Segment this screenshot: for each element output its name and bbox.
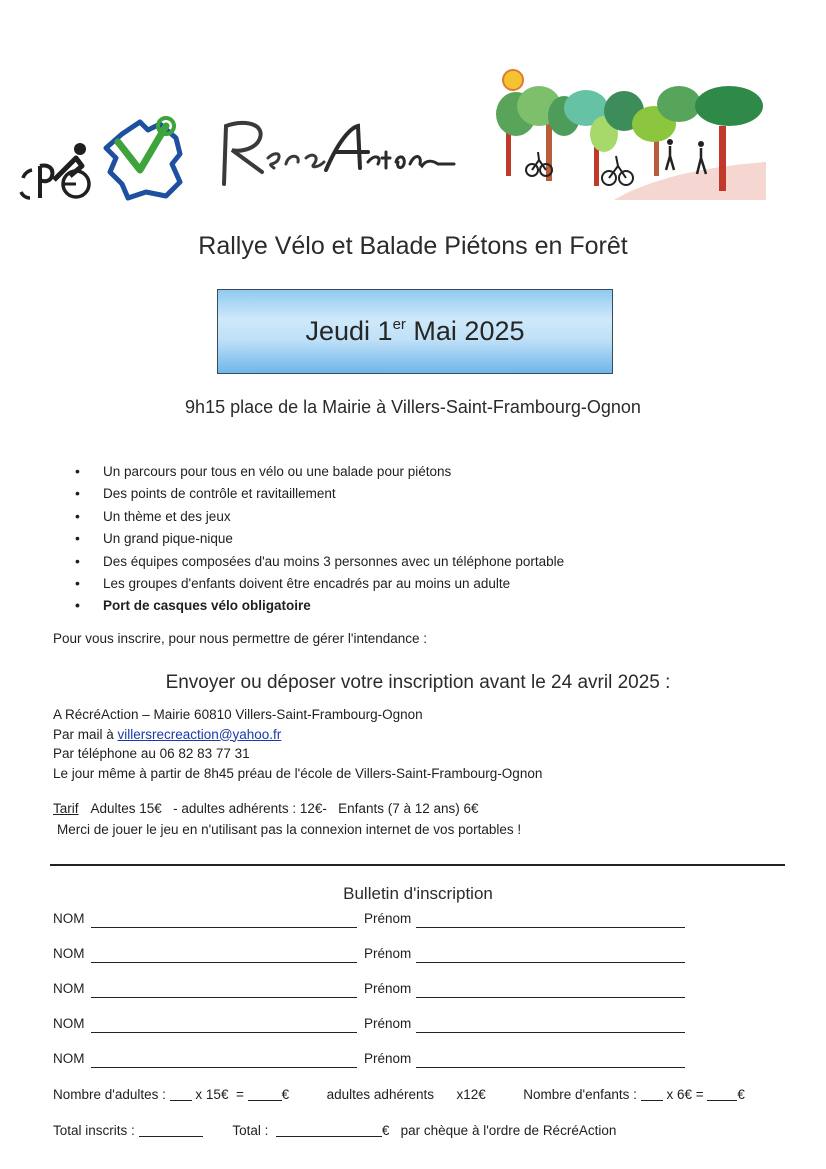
forest-illustration: [494, 66, 766, 200]
list-item-helmet: • Port de casques vélo obligatoire: [75, 596, 564, 618]
nom-field[interactable]: [91, 927, 357, 928]
features-list: [75, 462, 564, 619]
merci-text: Merci de jouer le jeu en n'utilisant pas la connexion internet de vos portables !: [57, 822, 522, 837]
adults-label: Nombre d'adultes :: [53, 1087, 166, 1102]
date-box: [217, 289, 613, 374]
euro-sign: €: [281, 1087, 290, 1102]
nom-label: NOM: [53, 981, 85, 996]
prenom-label: Prénom: [364, 981, 412, 996]
send-heading: Envoyer ou déposer votre inscription avant le 24 avril 2025 :: [165, 672, 671, 693]
prenom-label: Prénom: [364, 946, 412, 961]
euro-sign: €: [381, 1123, 390, 1138]
children-mult: x 6€ =: [666, 1087, 704, 1102]
adults-mult: x 15€ =: [195, 1087, 244, 1102]
list-item: • Des équipes composées d'au moins 3 personnes avec un téléphone portable: [75, 552, 564, 574]
children-label: Nombre d'enfants :: [523, 1087, 637, 1102]
adherents-mult: x12€: [456, 1087, 486, 1102]
nom-label: NOM: [53, 946, 85, 961]
nom-label: NOM: [53, 1051, 85, 1066]
email-link[interactable]: villersrecreaction@yahoo.fr: [117, 726, 282, 742]
nom-field[interactable]: [91, 1032, 357, 1033]
same-day-line: Le jour même à partir de 8h45 préau de l'école de Villers-Saint-Frambourg-Ognon: [53, 765, 543, 781]
prenom-field[interactable]: [416, 997, 685, 998]
date-day: Jeudi 1: [305, 316, 393, 346]
form-row: [53, 981, 693, 1001]
euro-sign: €: [737, 1087, 745, 1102]
children-amount-field[interactable]: [707, 1088, 737, 1101]
list-item: • Un thème et des jeux: [75, 507, 564, 529]
adults-amount-field[interactable]: [248, 1088, 282, 1101]
form-row: [53, 946, 693, 966]
cheque-text: par chèque à l'ordre de RécréAction: [400, 1123, 617, 1138]
list-item: • Des points de contrôle et ravitaillement: [75, 484, 564, 506]
total-amount-field[interactable]: [276, 1124, 382, 1137]
prenom-field[interactable]: [416, 962, 685, 963]
address-block: [53, 705, 542, 783]
total-label: Total :: [232, 1123, 269, 1138]
tarif-text: Adultes 15€ - adultes adhérents : 12€- Enfants (7 à 12 ans) 6€: [90, 801, 479, 816]
nom-field[interactable]: [91, 1067, 357, 1068]
phone-line: Par téléphone au 06 82 83 77 31: [53, 746, 250, 761]
cyclist-logo: [18, 140, 94, 202]
adults-count-field[interactable]: [170, 1088, 192, 1101]
form-row: [53, 1051, 693, 1071]
divider: [50, 864, 785, 866]
prenom-label: Prénom: [364, 1016, 412, 1031]
france-check-logo: [100, 112, 190, 204]
date-rest: Mai 2025: [413, 316, 525, 346]
totals-line: [53, 1123, 616, 1138]
nom-field[interactable]: [91, 997, 357, 998]
children-count-field[interactable]: [641, 1088, 663, 1101]
nom-label: NOM: [53, 1016, 85, 1031]
prenom-field[interactable]: [416, 1032, 685, 1033]
nom-field[interactable]: [91, 962, 357, 963]
prenom-field[interactable]: [416, 927, 685, 928]
list-item: • Les groupes d'enfants doivent être encadrés par au moins un adulte: [75, 574, 564, 596]
nom-label: NOM: [53, 911, 85, 926]
meeting-place: 9h15 place de la Mairie à Villers-Saint-Frambourg-Ognon: [185, 397, 641, 417]
brand-logo: [218, 112, 458, 192]
page-title: Rallye Vélo et Balade Piétons en Forêt: [198, 232, 628, 260]
mail-line: [53, 725, 542, 745]
prenom-label: Prénom: [364, 911, 412, 926]
bulletin-title: Bulletin d'inscription: [343, 884, 493, 903]
list-item: • Un grand pique-nique: [75, 529, 564, 551]
tarif-line: [53, 801, 479, 816]
form-row: [53, 1016, 693, 1036]
adherents-label: adultes adhérents: [326, 1087, 434, 1102]
form-row: [53, 911, 693, 931]
prenom-label: Prénom: [364, 1051, 412, 1066]
total-inscrits-field[interactable]: [139, 1124, 203, 1137]
intro-text: Pour vous inscrire, pour nous permettre de gérer l'intendance :: [53, 631, 428, 646]
calculation-line: [53, 1087, 745, 1102]
prenom-field[interactable]: [416, 1067, 685, 1068]
list-item: • Un parcours pour tous en vélo ou une balade pour piétons: [75, 462, 564, 484]
total-inscrits-label: Total inscrits :: [53, 1123, 135, 1138]
tarif-label: Tarif: [53, 801, 79, 816]
date-suffix: er: [392, 316, 406, 333]
mail-prefix: Par mail à: [53, 726, 118, 742]
address-line: A RécréAction – Mairie 60810 Villers-Saint-Frambourg-Ognon: [53, 707, 423, 722]
